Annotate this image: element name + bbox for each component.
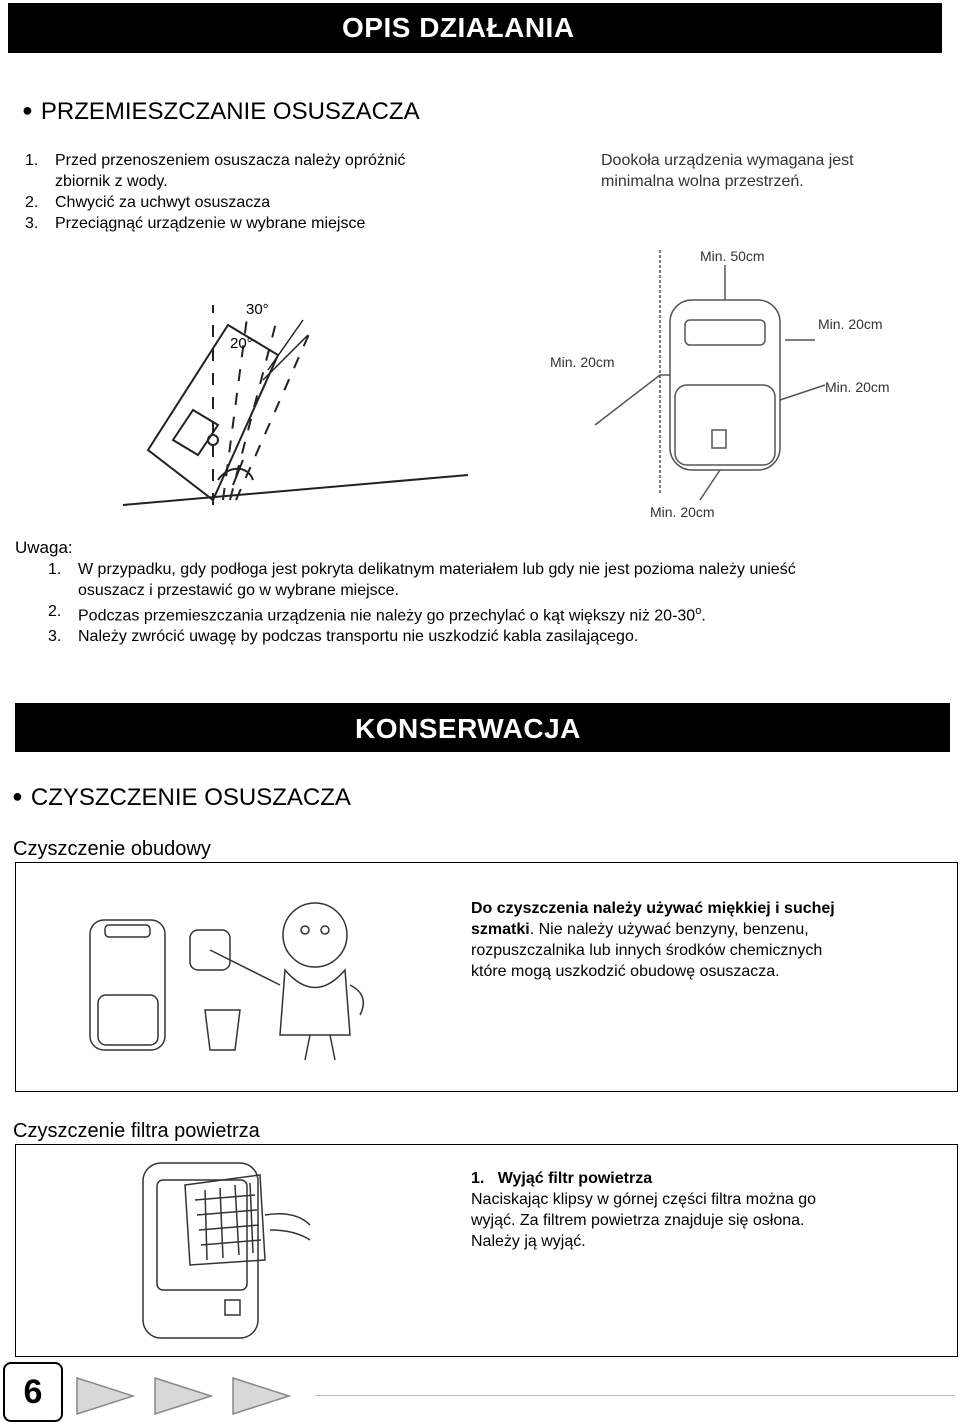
bucket-drawing <box>205 1010 240 1050</box>
angle-30-label: 30° <box>246 301 269 318</box>
housing-title: Czyszczenie obudowy <box>13 838 211 860</box>
clearance-note: Dookoła urządzenia wymagana jest minimalna wolna przestrzeń. <box>601 152 854 190</box>
list-item: 2. Chwycić za uchwyt osuszacza <box>25 194 271 211</box>
footer-divider <box>315 1395 955 1396</box>
list-item: 1. W przypadku, gdy podłoga jest pokryta delikatnym materiałem lub gdy nie jest pozioma należy unieść osuszacz i przestawić go w wybrane miejsce. <box>48 561 796 599</box>
clearance-left-label: Min. 20cm <box>550 354 615 370</box>
bullet-icon: ● <box>22 100 33 120</box>
note-title: Uwaga: <box>15 538 73 557</box>
filter-instructions: 1. Wyjąć filtr powietrza Naciskając klipsy w górnej części filtra można go wyjąć. Za filtrem powietrza znajduje się osłona. Należy ją wyjąć. <box>471 1170 817 1250</box>
housing-illustration <box>80 875 380 1065</box>
dehumidifier-drawing <box>90 920 165 1050</box>
housing-instructions: Do czyszczenia należy używać miękkiej i suchej szmatki. Nie należy używać benzyny, benzenu, rozpuszczalnika lub innych środków chemicznych które mogą uszkodzić obudowę osuszacza. <box>471 900 835 980</box>
nav-arrow-icon <box>75 1376 137 1416</box>
angle-20-label: 20° <box>230 335 253 352</box>
bullet-icon: ● <box>12 786 23 806</box>
nav-arrow-icon <box>231 1376 293 1416</box>
list-item: 3. Należy zwrócić uwagę by podczas transportu nie uszkodzić kabla zasilającego. <box>48 628 639 646</box>
section-banner-konserwacja <box>15 703 950 752</box>
moving-heading-text: PRZEMIESZCZANIE OSUSZACZA <box>40 98 420 125</box>
floor-line <box>123 475 468 505</box>
tiger-head <box>283 903 347 967</box>
section-title: KONSERWACJA <box>355 713 581 744</box>
list-item: 2. Podczas przemieszczania urządzenia nie należy go przechylać o kąt większy niż 20-30$^o$. <box>48 603 706 625</box>
notes-list <box>48 559 948 647</box>
clearance-illustration <box>540 245 920 530</box>
nav-arrow-icon <box>153 1376 215 1416</box>
cleaning-heading-text: CZYSZCZENIE OSUSZACZA <box>30 784 351 811</box>
tilt-illustration <box>118 290 478 515</box>
moving-heading <box>22 98 420 126</box>
clearance-right-upper-label: Min. 20cm <box>818 316 883 332</box>
clearance-bottom-label: Min. 20cm <box>650 504 715 520</box>
list-item: 3. Przeciągnąć urządzenie w wybrane miejsce <box>25 215 366 232</box>
filter-illustration <box>135 1155 315 1345</box>
section-title: OPIS DZIAŁANIA <box>342 12 575 43</box>
page-number: 6 <box>3 1362 63 1422</box>
moving-steps-list <box>25 150 505 234</box>
filter-title: Czyszczenie filtra powietrza <box>13 1120 260 1142</box>
clearance-right-lower-label: Min. 20cm <box>825 379 890 395</box>
cleaning-heading <box>12 784 351 812</box>
list-item: 1. Przed przenoszeniem osuszacza należy opróżnić zbiornik z wody. <box>25 152 406 190</box>
clearance-top-label: Min. 50cm <box>700 248 765 264</box>
section-banner-opis <box>8 3 942 53</box>
